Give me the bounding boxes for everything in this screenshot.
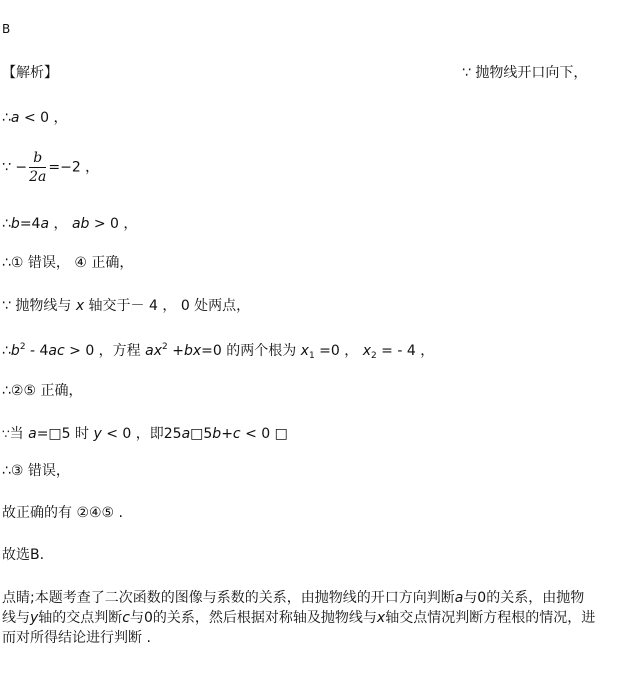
var-x2: x	[362, 343, 371, 359]
var-a: a	[454, 590, 464, 606]
subscript: 1	[308, 351, 315, 361]
text: ∵	[2, 427, 10, 441]
final-correct-items: 故正确的有 ②④⑤ .	[2, 505, 124, 521]
var-x: x	[153, 343, 163, 359]
text: =0 的两个根为	[201, 343, 301, 359]
step-substitution	[2, 423, 288, 443]
text: 点睛;本题考查了二次函数的图像与系数的关系，由抛物线的开口方向判断	[2, 590, 455, 606]
step-intersection	[2, 295, 250, 315]
text: =−2 ，	[48, 159, 100, 176]
text: 与0的关系，由抛物	[463, 590, 585, 606]
var-x: x	[75, 298, 85, 314]
text: 轴交点情况判断方程根的情况，进	[385, 610, 596, 626]
text: =0 ，	[314, 343, 363, 359]
step-a-negative	[2, 107, 68, 127]
var-x1: x	[300, 343, 309, 359]
step-discriminant	[2, 340, 434, 360]
final-answer: 故选B.	[2, 547, 45, 563]
text: = - 4 ，	[376, 343, 435, 359]
text: +	[221, 426, 233, 442]
fraction	[29, 150, 46, 185]
var-b: b	[212, 426, 222, 442]
var-b: b	[10, 343, 20, 359]
var-y: y	[93, 426, 102, 442]
text: 与0的关系，然后根据对称轴及抛物线与	[130, 610, 377, 626]
comment-line-2	[2, 607, 595, 627]
text: ∵ 抛物线与	[2, 298, 76, 314]
text: > 0 ，	[89, 216, 138, 232]
text: 轴交于－ 4 ， 0 处两点，	[84, 298, 251, 314]
text: 当	[9, 426, 29, 442]
var-c: c	[232, 426, 241, 442]
fraction-bar	[29, 167, 46, 168]
exponent: 2	[19, 342, 26, 352]
var-a: a	[40, 216, 50, 232]
text: - 4	[25, 343, 49, 359]
text: ∴	[2, 216, 11, 232]
text: =4	[19, 216, 41, 232]
comment-line-1	[2, 587, 584, 607]
subscript: 2	[371, 351, 377, 361]
step-conclusion-1-4: ∴① 错误， ④ 正确，	[2, 255, 134, 271]
exponent: 2	[162, 342, 168, 352]
text: < 0 ，	[19, 110, 68, 126]
answer-letter: B	[2, 22, 11, 36]
step-b-equals	[2, 213, 137, 233]
var-bx: bx	[183, 343, 202, 359]
var-a: a	[145, 343, 154, 359]
fraction-numerator: b	[33, 150, 43, 166]
text: > 0 ，方程	[64, 343, 146, 359]
text: +	[167, 343, 184, 359]
var-x: x	[376, 610, 386, 626]
fraction-denominator: 2a	[29, 169, 47, 185]
var-a: a	[10, 110, 20, 126]
text: ∵ −	[2, 159, 28, 176]
analysis-premise: ∵ 抛物线开口向下，	[462, 65, 588, 81]
text: ∴	[2, 343, 11, 359]
var-b: b	[10, 216, 20, 232]
text: < 0 □	[240, 426, 288, 442]
text: 轴的交点判断	[38, 610, 123, 626]
step-conclusion-3: ∴③ 错误，	[2, 463, 70, 479]
text: =□5 时	[36, 426, 94, 442]
analysis-label: 【解析】	[2, 65, 58, 81]
comment-line-3: 而对所得结论进行判断 .	[2, 630, 151, 646]
var-ac: ac	[48, 343, 65, 359]
step-axis-formula	[2, 150, 99, 185]
var-y: y	[30, 610, 39, 626]
text: < 0 ，即25	[101, 426, 182, 442]
text: ∴	[2, 110, 11, 126]
var-ab: ab	[71, 216, 90, 232]
var-c: c	[122, 610, 130, 626]
step-conclusion-2-5: ∴②⑤ 正确，	[2, 383, 83, 399]
var-a: a	[28, 426, 37, 442]
text: □5	[190, 426, 213, 442]
text: 线与	[2, 610, 30, 626]
text: ，	[49, 216, 72, 232]
var-a: a	[181, 426, 191, 442]
